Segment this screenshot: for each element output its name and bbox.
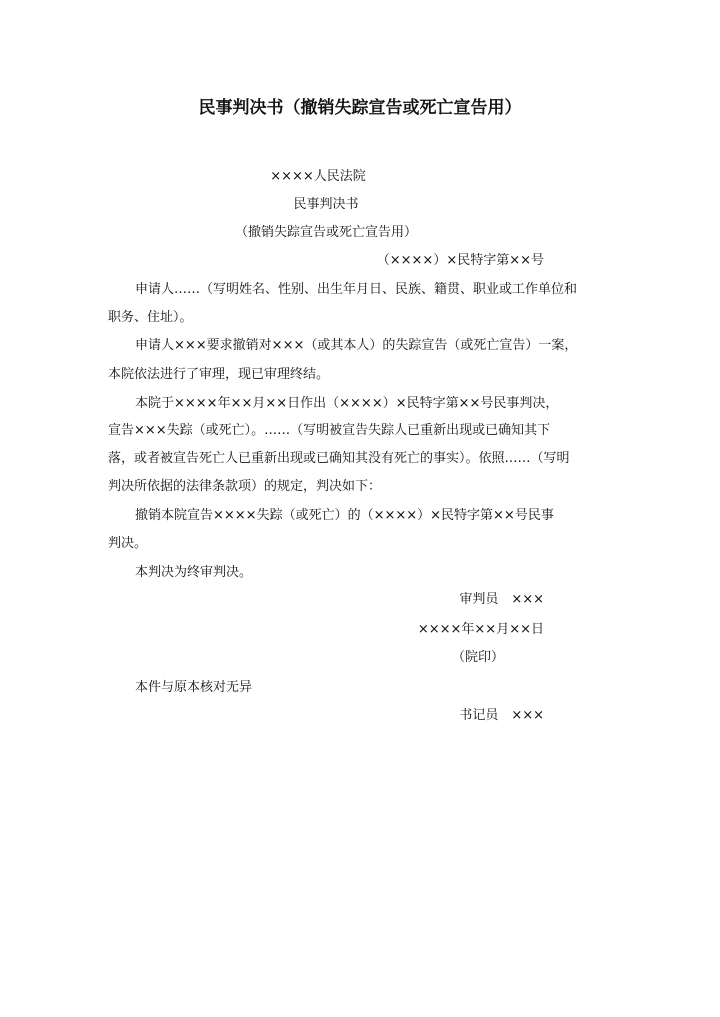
paragraph-line: 落，或者被宣告死亡人已重新出现或已确知其没有死亡的事实）。依照……（写明 <box>108 451 570 466</box>
court-name: ××××人民法院 <box>270 169 366 184</box>
paragraph-line: 撤销本院宣告××××失踪（或死亡）的（××××）×民特字第××号民事 <box>135 508 554 523</box>
judgment-date: ××××年××月××日 <box>417 622 544 637</box>
clerk-signature: 书记员 ××× <box>459 708 544 723</box>
paragraph-line: 申请人×××要求撤销对×××（或其本人）的失踪宣告（或死亡宣告）一案， <box>135 338 578 353</box>
court-seal: （院印） <box>452 650 505 665</box>
judge-signature: 审判员 ××× <box>459 592 544 607</box>
paragraph-line: 宣告×××失踪（或死亡）。……（写明被宣告失踪人已重新出现或已确知其下 <box>108 423 551 438</box>
paragraph-line: 职务、住址）。 <box>108 310 193 325</box>
paragraph-line: 本院依法进行了审理，现已审理终结。 <box>108 367 330 382</box>
paragraph-line: 申请人……（写明姓名、性别、出生年月日、民族、籍贯、职业或工作单位和 <box>135 282 578 297</box>
doc-type: 民事判决书 <box>293 197 359 212</box>
paragraph-line: 判决。 <box>108 536 148 551</box>
verification-note: 本件与原本核对无异 <box>135 680 253 695</box>
doc-subtitle: （撤销失踪宣告或死亡宣告用） <box>234 225 417 240</box>
case-number: （××××）×民特字第××号 <box>376 253 544 268</box>
paragraph-line: 判决所依据的法律条款项）的规定，判决如下： <box>108 479 382 494</box>
paragraph-line: 本院于××××年××月××日作出（××××）×民特字第××号民事判决， <box>135 396 559 411</box>
document-title: 民事判决书（撤销失踪宣告或死亡宣告用） <box>198 98 522 118</box>
final-judgment-note: 本判决为终审判决。 <box>135 565 253 580</box>
